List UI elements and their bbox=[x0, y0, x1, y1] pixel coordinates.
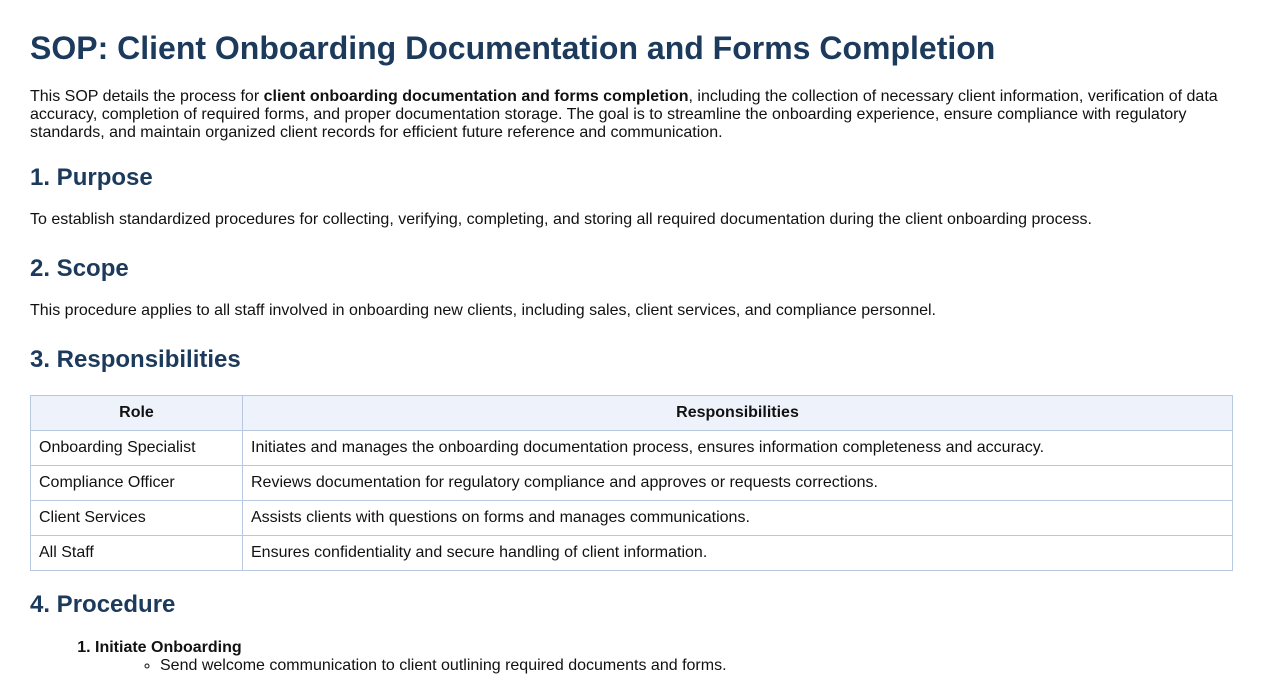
procedure-heading: 4. Procedure bbox=[30, 591, 176, 618]
role-cell: Client Services bbox=[31, 501, 243, 536]
role-cell: Onboarding Specialist bbox=[31, 431, 243, 466]
procedure-steps bbox=[30, 639, 1233, 675]
table-row bbox=[31, 431, 1233, 466]
step-title: Initiate Onboarding bbox=[95, 639, 242, 656]
responsibility-cell: Initiates and manages the onboarding documentation process, ensures information completeness and accuracy. bbox=[243, 431, 1233, 466]
step-substeps bbox=[95, 657, 1233, 675]
responsibilities-heading: 3. Responsibilities bbox=[30, 346, 241, 373]
intro-paragraph bbox=[30, 88, 1233, 142]
intro-text-start: This SOP details the process for bbox=[30, 88, 264, 105]
scope-text: This procedure applies to all staff involved in onboarding new clients, including sales, client services, and compliance personnel. bbox=[30, 302, 936, 319]
table-header-row bbox=[31, 396, 1233, 431]
column-header-role: Role bbox=[31, 396, 243, 431]
scope-heading: 2. Scope bbox=[30, 255, 129, 282]
purpose-heading: 1. Purpose bbox=[30, 164, 153, 191]
column-header-responsibilities: Responsibilities bbox=[243, 396, 1233, 431]
table-row bbox=[31, 536, 1233, 571]
procedure-step bbox=[95, 639, 1233, 675]
intro-text-end: , including the collection of necessary client information, verification of data accuracy, completion of required forms, and proper documentation storage. The goal is to streamline the onboarding experience, ensure compliance with regulatory standards, and maintain organized client records for efficient future reference and communication. bbox=[30, 88, 1218, 141]
responsibilities-table bbox=[30, 395, 1233, 571]
responsibility-cell: Ensures confidentiality and secure handling of client information. bbox=[243, 536, 1233, 571]
intro-text-bold: client onboarding documentation and forms completion bbox=[263, 88, 689, 105]
responsibility-cell: Reviews documentation for regulatory compliance and approves or requests corrections. bbox=[243, 466, 1233, 501]
substep-item: ◦ Send welcome communication to client outlining required documents and forms. bbox=[160, 657, 1233, 675]
role-cell: All Staff bbox=[31, 536, 243, 571]
purpose-text: To establish standardized procedures for collecting, verifying, completing, and storing all required documentation during the client onboarding process. bbox=[30, 211, 1092, 228]
responsibility-cell: Assists clients with questions on forms and manages communications. bbox=[243, 501, 1233, 536]
table-row bbox=[31, 501, 1233, 536]
page-title: SOP: Client Onboarding Documentation and Forms Completion bbox=[30, 30, 996, 66]
table-row bbox=[31, 466, 1233, 501]
role-cell: Compliance Officer bbox=[31, 466, 243, 501]
